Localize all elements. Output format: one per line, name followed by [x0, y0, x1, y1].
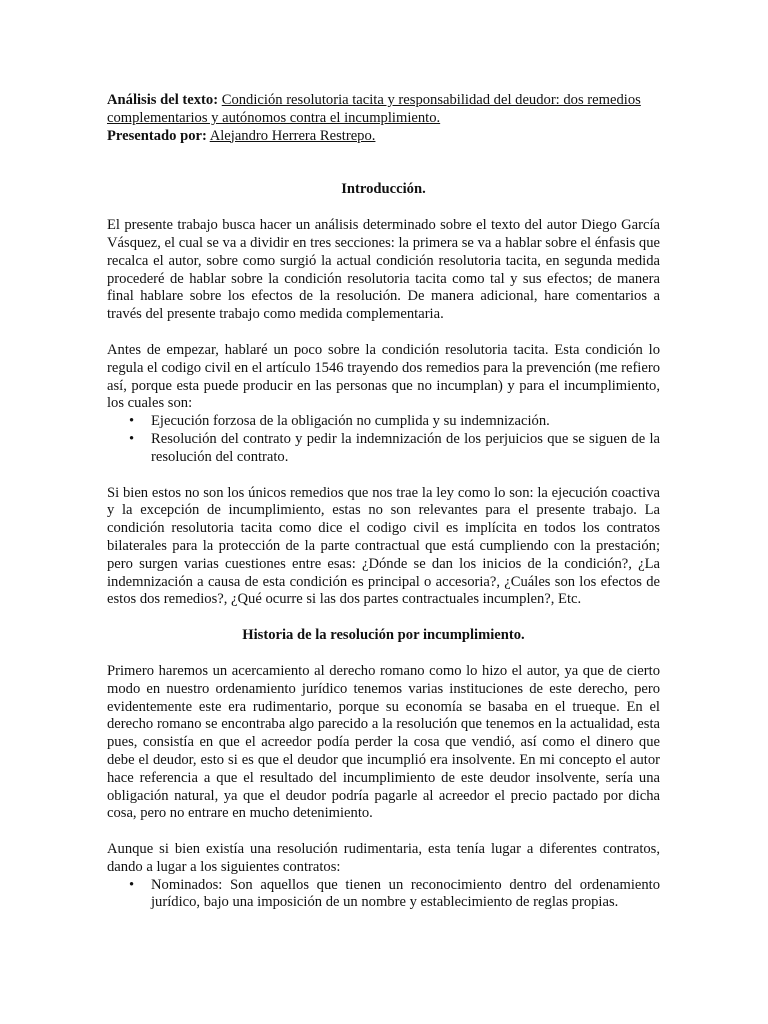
- list-item: [107, 413, 660, 431]
- spacer: [107, 467, 660, 485]
- bullet-icon: •: [129, 430, 135, 447]
- paragraph-before-starting: Antes de empezar, hablaré un poco sobre la condición resolutoria tacita. Esta condición lo regula el codigo civil en el artículo 1546 trayendo dos remedios para la prevención (me refiero así, porque esta puede producir en las personas que no incumplan) y para el incumplimiento, los cuales son:: [107, 341, 660, 412]
- spacer: [107, 645, 660, 663]
- paragraph-roman-law: Primero haremos un acercamiento al derecho romano como lo hizo el autor, ya que de cierto modo en nuestro ordenamiento jurídico tenemos varias instituciones de este derecho, pero evidentemente este era rudimentario, porque su economía se basaba en el trueque. En el derecho romano se encontraba algo parecido a la resolución que tenemos en la actualidad, esta pues, consistía en que el acreedor podía perder la cosa que vendió, así como el dinero que debe el deudor, esto si es que el deudor que incumplió era insolvente. En mi concepto el autor hace referencia a que el resultado del incumplimiento de este deudor insolvente, sería una obligación natural, ya que el deudor podría pagarle al acreedor el precio pactado por dicha cosa, pero no entrare en mucho detenimiento.: [107, 662, 660, 822]
- intro-heading: Introducción.: [341, 181, 426, 198]
- paragraph-other-remedies: Si bien estos no son los únicos remedios que nos trae la ley como lo son: la ejecución coactiva y la excepción de incumplimiento, estas no son relevantes para el presente trabajo. La condición resolutoria tacita como dice el codigo civil es implícita en todos los contratos bilaterales para la protección de la parte contractual que está cumpliendo con la prestación; pero surgen varias cuestiones entre esas: ¿Dónde se dan los inicios de la condición?, ¿La indemnización a causa de esta condición es principal o accesoria?, ¿Cuáles son los efectos de estos dos remedios?, ¿Qué ocurre si las dos partes contractuales incumplen?, Etc.: [107, 484, 660, 608]
- spacer: [107, 324, 660, 342]
- spacer: [107, 609, 660, 627]
- presented-label: Presentado por:: [107, 127, 207, 144]
- contracts-list: [107, 877, 660, 913]
- spacer: [107, 199, 660, 217]
- analysis-label: Análisis del texto:: [107, 92, 219, 108]
- list-item-text: Resolución del contrato y pedir la indemnización de los perjuicios que se siguen de la resolución del contrato.: [151, 430, 660, 465]
- bullet-icon: •: [129, 413, 135, 430]
- spacer: [107, 145, 660, 181]
- list-item-text: Ejecución forzosa de la obligación no cumplida y su indemnización.: [151, 413, 550, 430]
- paragraph-intro: El presente trabajo busca hacer un análisis determinado sobre el texto del autor Diego García Vásquez, el cual se va a dividir en tres secciones: la primera se va a hablar sobre el énfasis que recalca el autor, sobre como surgió la actual condición resolutoria tacita, en segunda medida procederé de hablar sobre la condición resolutoria tacita como tal y sus efectos; de manera final hablare sobre los efectos de la resolución. De manera adicional, hare comentarios a través del presente trabajo como medida complementaria.: [107, 217, 660, 323]
- history-heading: Historia de la resolución por incumplimiento.: [242, 627, 525, 644]
- list-item-text: Nominados: Son aquellos que tienen un reconocimiento dentro del ordenamiento jurídico, bajo una imposición de un nombre y establecimiento de reglas propias.: [151, 876, 660, 911]
- list-item: [107, 431, 660, 467]
- analysis-line: [107, 92, 660, 128]
- presented-name: Alejandro Herrera Restrepo.: [209, 127, 376, 144]
- analysis-title: Condición resolutoria tacita y responsabilidad del deudor: dos remedios complementarios y autónomos contra el incumplimiento.: [107, 92, 641, 126]
- paragraph-contracts: Aunque si bien existía una resolución rudimentaria, esta tenía lugar a diferentes contratos, dando a lugar a los siguientes contratos:: [107, 841, 660, 875]
- list-item: [107, 877, 660, 913]
- bullet-icon: •: [129, 876, 135, 893]
- document-page: [107, 92, 660, 912]
- remedies-list: [107, 413, 660, 466]
- presented-line: [107, 128, 660, 146]
- spacer: [107, 823, 660, 841]
